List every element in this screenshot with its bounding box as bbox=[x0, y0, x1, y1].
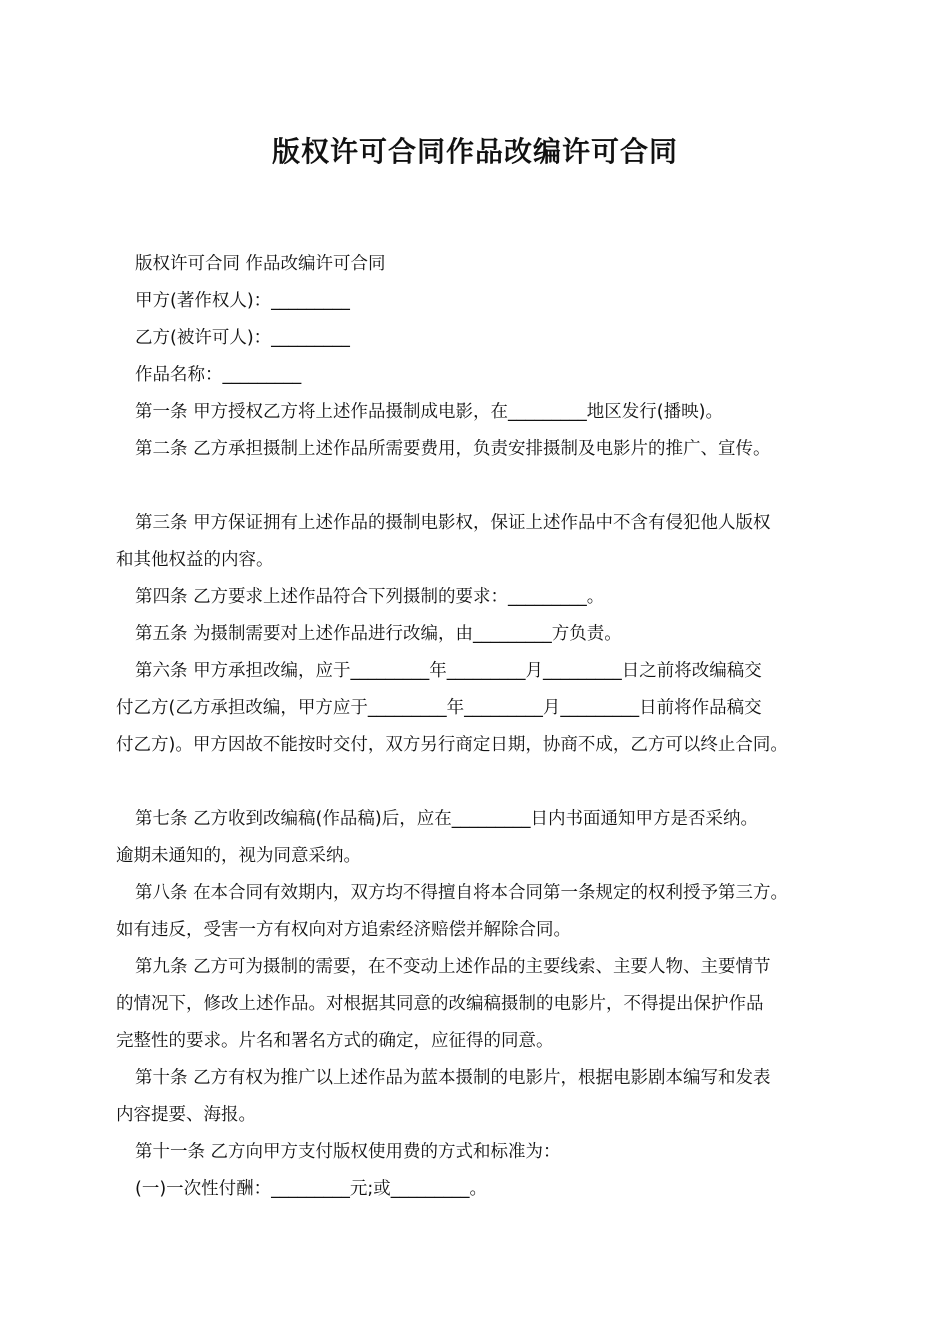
text-line: 第三条 甲方保证拥有上述作品的摄制电影权，保证上述作品中不含有侵犯他人版权 bbox=[135, 513, 771, 533]
article-6 bbox=[116, 653, 840, 764]
payment-option-1 bbox=[116, 1171, 840, 1208]
text-line: 甲方(著作权人)：_________ bbox=[135, 291, 350, 311]
article-11 bbox=[116, 1134, 840, 1171]
article-8 bbox=[116, 875, 840, 949]
text-line: 乙方(被许可人)：_________ bbox=[135, 328, 350, 348]
text-line: 第十一条 乙方向甲方支付版权使用费的方式和标准为： bbox=[135, 1142, 561, 1162]
text-line: 第五条 为摄制需要对上述作品进行改编，由_________方负责。 bbox=[135, 624, 622, 644]
text-line: 内容提要、海报。 bbox=[116, 1105, 256, 1125]
text-line: 第六条 甲方承担改编，应于_________年_________月_________日之前将改编稿交 bbox=[135, 661, 762, 681]
text-line: 第七条 乙方收到改编稿(作品稿)后，应在_________日内书面通知甲方是否采纳。 bbox=[135, 809, 758, 829]
text-line: 逾期未通知的，视为同意采纳。 bbox=[116, 846, 361, 866]
text-line: 作品名称：_________ bbox=[135, 365, 302, 385]
text-line: 版权许可合同 作品改编许可合同 bbox=[135, 254, 386, 274]
text-line: 如有违反，受害一方有权向对方追索经济赔偿并解除合同。 bbox=[116, 920, 571, 940]
article-1 bbox=[116, 394, 840, 431]
article-10 bbox=[116, 1060, 840, 1134]
article-3 bbox=[116, 505, 840, 579]
article-7 bbox=[116, 801, 840, 875]
subtitle-paragraph bbox=[116, 246, 840, 283]
text-line: 第二条 乙方承担摄制上述作品所需要费用，负责安排摄制及电影片的推广、宣传。 bbox=[135, 439, 771, 459]
text-line: 第一条 甲方授权乙方将上述作品摄制成电影，在_________地区发行(播映)。 bbox=[135, 402, 723, 422]
text-line: (一)一次性付酬：_________元;或_________。 bbox=[135, 1179, 488, 1199]
party-a-field bbox=[116, 283, 840, 320]
text-line: 和其他权益的内容。 bbox=[116, 550, 274, 570]
article-9 bbox=[116, 949, 840, 1060]
text-line: 第十条 乙方有权为推广以上述作品为蓝本摄制的电影片，根据电影剧本编写和发表 bbox=[135, 1068, 771, 1088]
article-4 bbox=[116, 579, 840, 616]
text-line: 付乙方(乙方承担改编，甲方应于_________年_________月_________日前将作品稿交 bbox=[116, 698, 762, 718]
text-line: 付乙方)。甲方因故不能按时交付，双方另行商定日期，协商不成，乙方可以终止合同。 bbox=[116, 735, 788, 755]
text-line: 完整性的要求。片名和署名方式的确定，应征得的同意。 bbox=[116, 1031, 554, 1051]
text-line: 第九条 乙方可为摄制的需要，在不变动上述作品的主要线索、主要人物、主要情节 bbox=[135, 957, 771, 977]
work-name-field bbox=[116, 357, 840, 394]
article-2 bbox=[116, 431, 840, 468]
text-line: 第四条 乙方要求上述作品符合下列摄制的要求：_________。 bbox=[135, 587, 605, 607]
article-5 bbox=[116, 616, 840, 653]
document-body bbox=[116, 246, 840, 1208]
text-line: 第八条 在本合同有效期内，双方均不得擅自将本合同第一条规定的权利授予第三方。 bbox=[135, 883, 789, 903]
document-title: 版权许可合同作品改编许可合同 bbox=[271, 135, 678, 168]
party-b-field bbox=[116, 320, 840, 357]
text-line: 的情况下，修改上述作品。对根据其同意的改编稿摄制的电影片，不得提出保护作品 bbox=[116, 994, 764, 1014]
